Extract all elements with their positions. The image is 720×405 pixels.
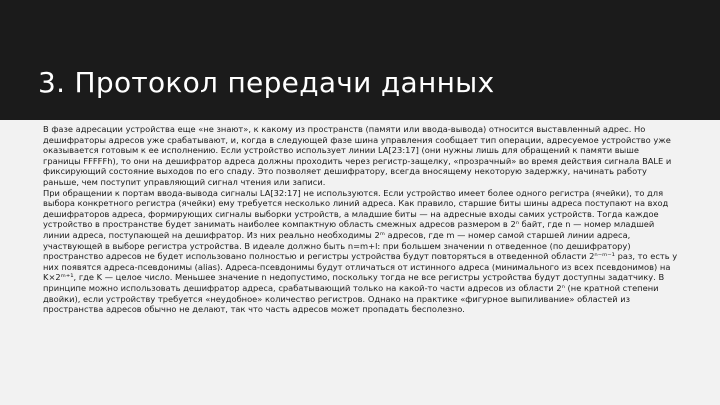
slide-title: 3. Протокол передачи данных — [38, 66, 495, 99]
slide-body — [43, 124, 679, 315]
title-bar — [0, 0, 720, 120]
paragraph-io-ports: При обращении к портам ввода-вывода сигналы LA[32:17] не используются. Если устройство имеет более одного регистра (ячейки), то для выбора конкретного регистра (ячейки) ему требуется несколько линий адреса. Как правило, старшие биты шины адреса поступают на вход дешифраторов адреса, формирующих сигналы выборки устройств, а младшие биты — на адресные входы самих устройств. Тогда каждое устройство в пространстве будет занимать наиболее компактную область смежных адресов размером в 2ⁿ байт, где n — номер младшей линии адреса, поступающей на дешифратор. Из них реально необходимы 2ᵐ адресов, где m — номер самой старшей линии адреса, участвующей в выборе регистра устройства. В идеале должно быть n=m+l: при большем значении n отведенное (по дешифратору) пространство адресов не будет использовано полностью и регистры устройства будут повторяться в отведенной области 2ⁿ⁻ᵐ⁻¹ раз, то есть у них появятся адреса-псевдонимы (alias). Адреса-псевдонимы будут отличаться от истинного адреса (минимального из всех псевдонимов) на K×2ᵐ⁺¹, где K — целое число. Меньшее значение n недопустимо, поскольку тогда не все регистры устройства будут доступны задатчику. В принципе можно использовать дешифратор адреса, срабатывающий только на какой-то части адресов из области 2ⁿ (не кратной степени двойки), если устройству требуется «неудобное» количество регистров. Однако на практике «фигурное выпиливание» областей из пространства адресов обычно не делают, так что часть адресов может пропадать бесполезно. — [43, 187, 678, 315]
paragraph-addressing-phase: В фазе адресации устройства еще «не знают», к какому из пространств (памяти или ввода-вывода) относится выставленный адрес. Но дешифраторы адресов уже срабатывают, и, когда в следующей фазе шина управления сообщает тип операции, адресуемое устройство уже оказывается готовым к ее исполнению. Если устройство использует линии LA[23:17] (они нужны лишь для обращений к памяти выше границы FFFFFh), то они на дешифратор адреса должны проходить через регистр-защелку, «прозрачный» во время действия сигнала BALE и фиксирующий состояние выходов по его спаду. Это позволяет дешифратору, всегда вносящему некоторую задержку, начинать работу раньше, чем поступит управляющий сигнал чтения или записи. — [43, 124, 672, 187]
